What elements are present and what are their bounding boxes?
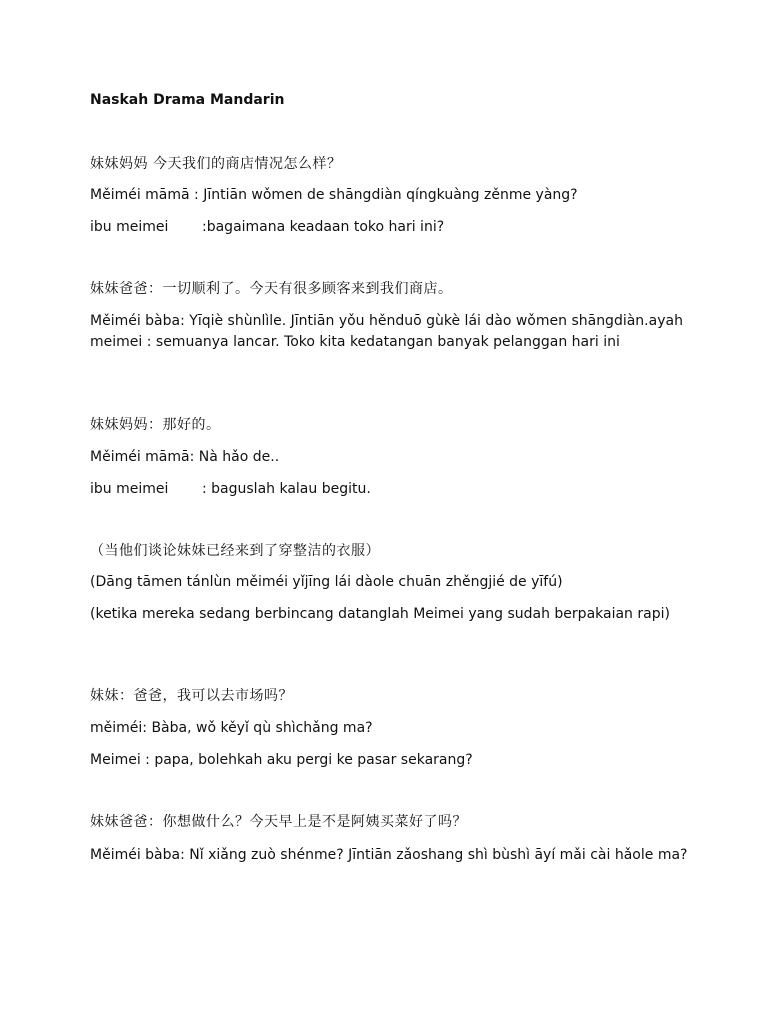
pinyin-line-3: Měiméi māmā: Nà hǎo de..	[90, 449, 280, 465]
chinese-line-6: 妹妹爸爸：你想做什么？今天早上是不是阿姨买菜好了吗？	[90, 814, 467, 830]
translation-line-1	[90, 217, 690, 238]
chinese-line-3: 妹妹妈妈：那好的。	[90, 417, 221, 433]
chinese-line-4: （当他们谈论妹妹已经来到了穿整洁的衣服）	[90, 543, 380, 559]
pinyin-line-5: měiméi: Bàba, wǒ kěyǐ qù shìchǎng ma?	[90, 720, 373, 736]
pinyin-line-6: Měiméi bàba: Nǐ xiǎng zuò shénme? Jīntiān zǎoshang shì bùshì āyí mǎi cài hǎole ma?	[90, 847, 688, 863]
translation-line-3	[90, 479, 690, 500]
pinyin-line-1: Měiméi māmā : Jīntiān wǒmen de shāngdiàn qíngkuàng zěnme yàng?	[90, 187, 578, 203]
chinese-line-2: 妹妹爸爸：一切顺利了。今天有很多顾客来到我们商店。	[90, 281, 453, 297]
document-title: Naskah Drama Mandarin	[90, 92, 285, 108]
chinese-line-5: 妹妹：爸爸，我可以去市场吗？	[90, 688, 293, 704]
chinese-line-1: 妹妹妈妈 今天我们的商店情况怎么样？	[90, 156, 342, 172]
pinyin-line-2: Měiméi bàba: Yīqiè shùnlìle. Jīntiān yǒu hěnduō gùkè lái dào wǒmen shāngdiàn.ayah meimei : semuanya lancar. Toko kita kedatangan banyak pelanggan hari ini	[90, 313, 683, 350]
translation-line-5: Meimei : papa, bolehkah aku pergi ke pasar sekarang?	[90, 752, 473, 768]
translation-text-3: : baguslah kalau begitu.	[202, 481, 371, 497]
translation-line-4: (ketika mereka sedang berbincang datanglah Meimei yang sudah berpakaian rapi)	[90, 606, 670, 622]
translation-speaker-3: ibu meimei	[90, 481, 169, 497]
translation-text-1: :bagaimana keadaan toko hari ini?	[202, 219, 445, 235]
pinyin-line-4: (Dāng tāmen tánlùn měiméi yǐjīng lái dàole chuān zhěngjié de yīfú)	[90, 574, 563, 590]
translation-speaker-1: ibu meimei	[90, 219, 169, 235]
